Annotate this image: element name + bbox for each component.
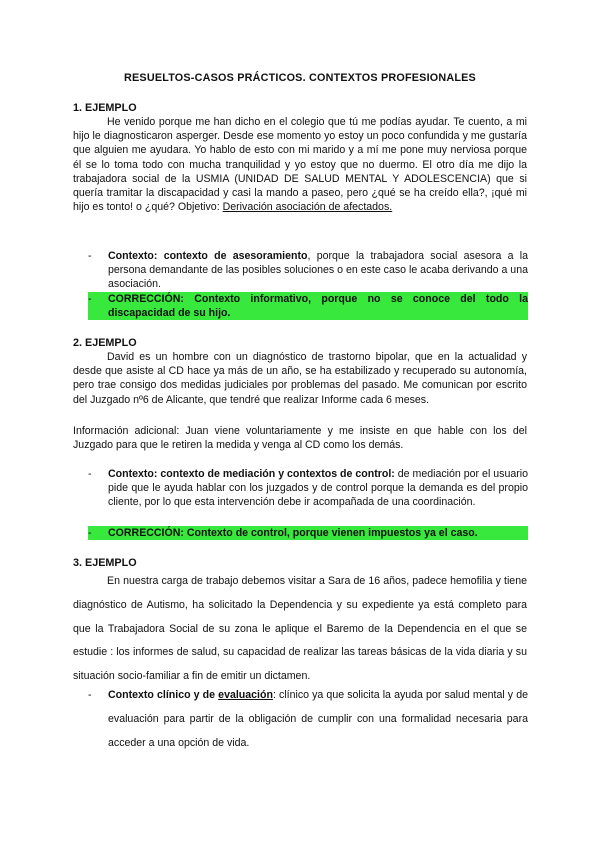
section-2-correction — [88, 526, 528, 540]
section-1-correction-text: CORRECCIÓN: Contexto informativo, porque no se conoce del todo la discapacidad de su hijo. — [108, 293, 528, 320]
section-3-bullet-body: : clínico ya que solicita la ayuda por salud mental y de evaluación para partir de la obligación de cumplir con una formalidad necesaria para acceder a una opción de vida. — [108, 689, 528, 749]
section-3-paragraph: En nuestra carga de trabajo debemos visitar a Sara de 16 años, padece hemofilia y tiene diagnóstico de Autismo, ha solicitado la Dependencia y su expediente ya está completo para que la Trabajadora Social de su zona le aplique el Baremo de la Dependencia en el que se estudie : los informes de salud, su capacidad de realizar las tareas básicas de la vida diaria y su situación socio-familiar a fin de emitir un dictamen. — [73, 575, 527, 683]
section-1-heading: 1. EJEMPLO — [73, 102, 137, 114]
section-1-bullet — [88, 249, 528, 292]
section-2-paragraph: David es un hombre con un diagnóstico de trastorno bipolar, que en la actualidad y desde que asiste al CD hace ya más de un año, se ha estabilizado y recuperado su autonomía, pero trae consigo dos medidas judiciales por problemas del pasado. Me comunican por escrito del Juzgado nº6 de Alicante, que tendré que realizar Informe cada 6 meses. — [73, 351, 527, 406]
section-2-heading: 2. EJEMPLO — [73, 337, 137, 349]
section-2-additional-info: Información adicional: Juan viene voluntariamente y me insiste en que hable con los del Juzgado para que le retiren la medida y venga al CD como los demás. — [73, 425, 527, 452]
section-1-objective-link: Derivación asociación de afectados. — [222, 201, 393, 214]
section-2-bullet-body: de mediación por el usuario pide que le ayuda hablar con los juzgados y de control porque la demanda es del propio cliente, por lo que esta intervención debe ir acompañada de una coordinación. — [108, 468, 529, 509]
correction-dash: - — [88, 293, 92, 305]
section-2-correction-text: CORRECCIÓN: Contexto de control, porque vienen impuestos ya el caso. — [108, 527, 478, 539]
section-3-bullet — [88, 684, 528, 755]
bullet-dash: - — [88, 250, 92, 262]
section-3-heading: 3. EJEMPLO — [73, 557, 137, 569]
section-3-bullet-text — [108, 684, 528, 755]
section-2-bullet-bold: Contexto: contexto de mediación y contextos de control: — [108, 468, 395, 480]
section-1-bullet-bold: Contexto: contexto de asesoramiento — [108, 250, 308, 262]
document-title: RESUELTOS-CASOS PRÁCTICOS. CONTEXTOS PROFESIONALES — [124, 72, 476, 84]
section-2-bullet — [88, 467, 528, 510]
section-2-bullet-text — [108, 467, 528, 510]
section-3-bullet-bold-underlined: evaluación — [218, 689, 273, 701]
bullet-dash: - — [88, 468, 92, 480]
section-1-bullet-text — [108, 249, 528, 292]
section-3-bullet-bold: Contexto clínico y de — [108, 689, 219, 701]
section-1-paragraph-text: He venido porque me han dicho en el colegio que tú me podías ayudar. Te cuento, a mi hijo le diagnosticaron asperger. Desde ese momento yo estoy un poco confundida y me gustaría que alguien me ayudara. Yo hablo de esto con mi marido y a mí me pone muy nerviosa porque él se lo toma todo con mucha tranquilidad y yo estoy que no duermo. El otro día me dijo la trabajadora social de la USMIA (UNIDAD DE SALUD MENTAL Y ADOLESCENCIA) que si quería tramitar la discapacidad y casi la mando a paseo, pero ¿qué se ha creído ella?, ¡qué mi hijo es tonto! o ¿qué? Objetivo: — [73, 116, 527, 214]
bullet-dash: - — [88, 689, 92, 701]
correction-dash: - — [88, 527, 92, 539]
section-1-correction — [88, 292, 528, 320]
section-1-paragraph — [73, 115, 527, 214]
section-1-bullet-body: , porque la trabajadora social asesora a la persona demandante de las posibles soluciones o en este caso le acaba derivando a una asociación. — [108, 250, 528, 291]
